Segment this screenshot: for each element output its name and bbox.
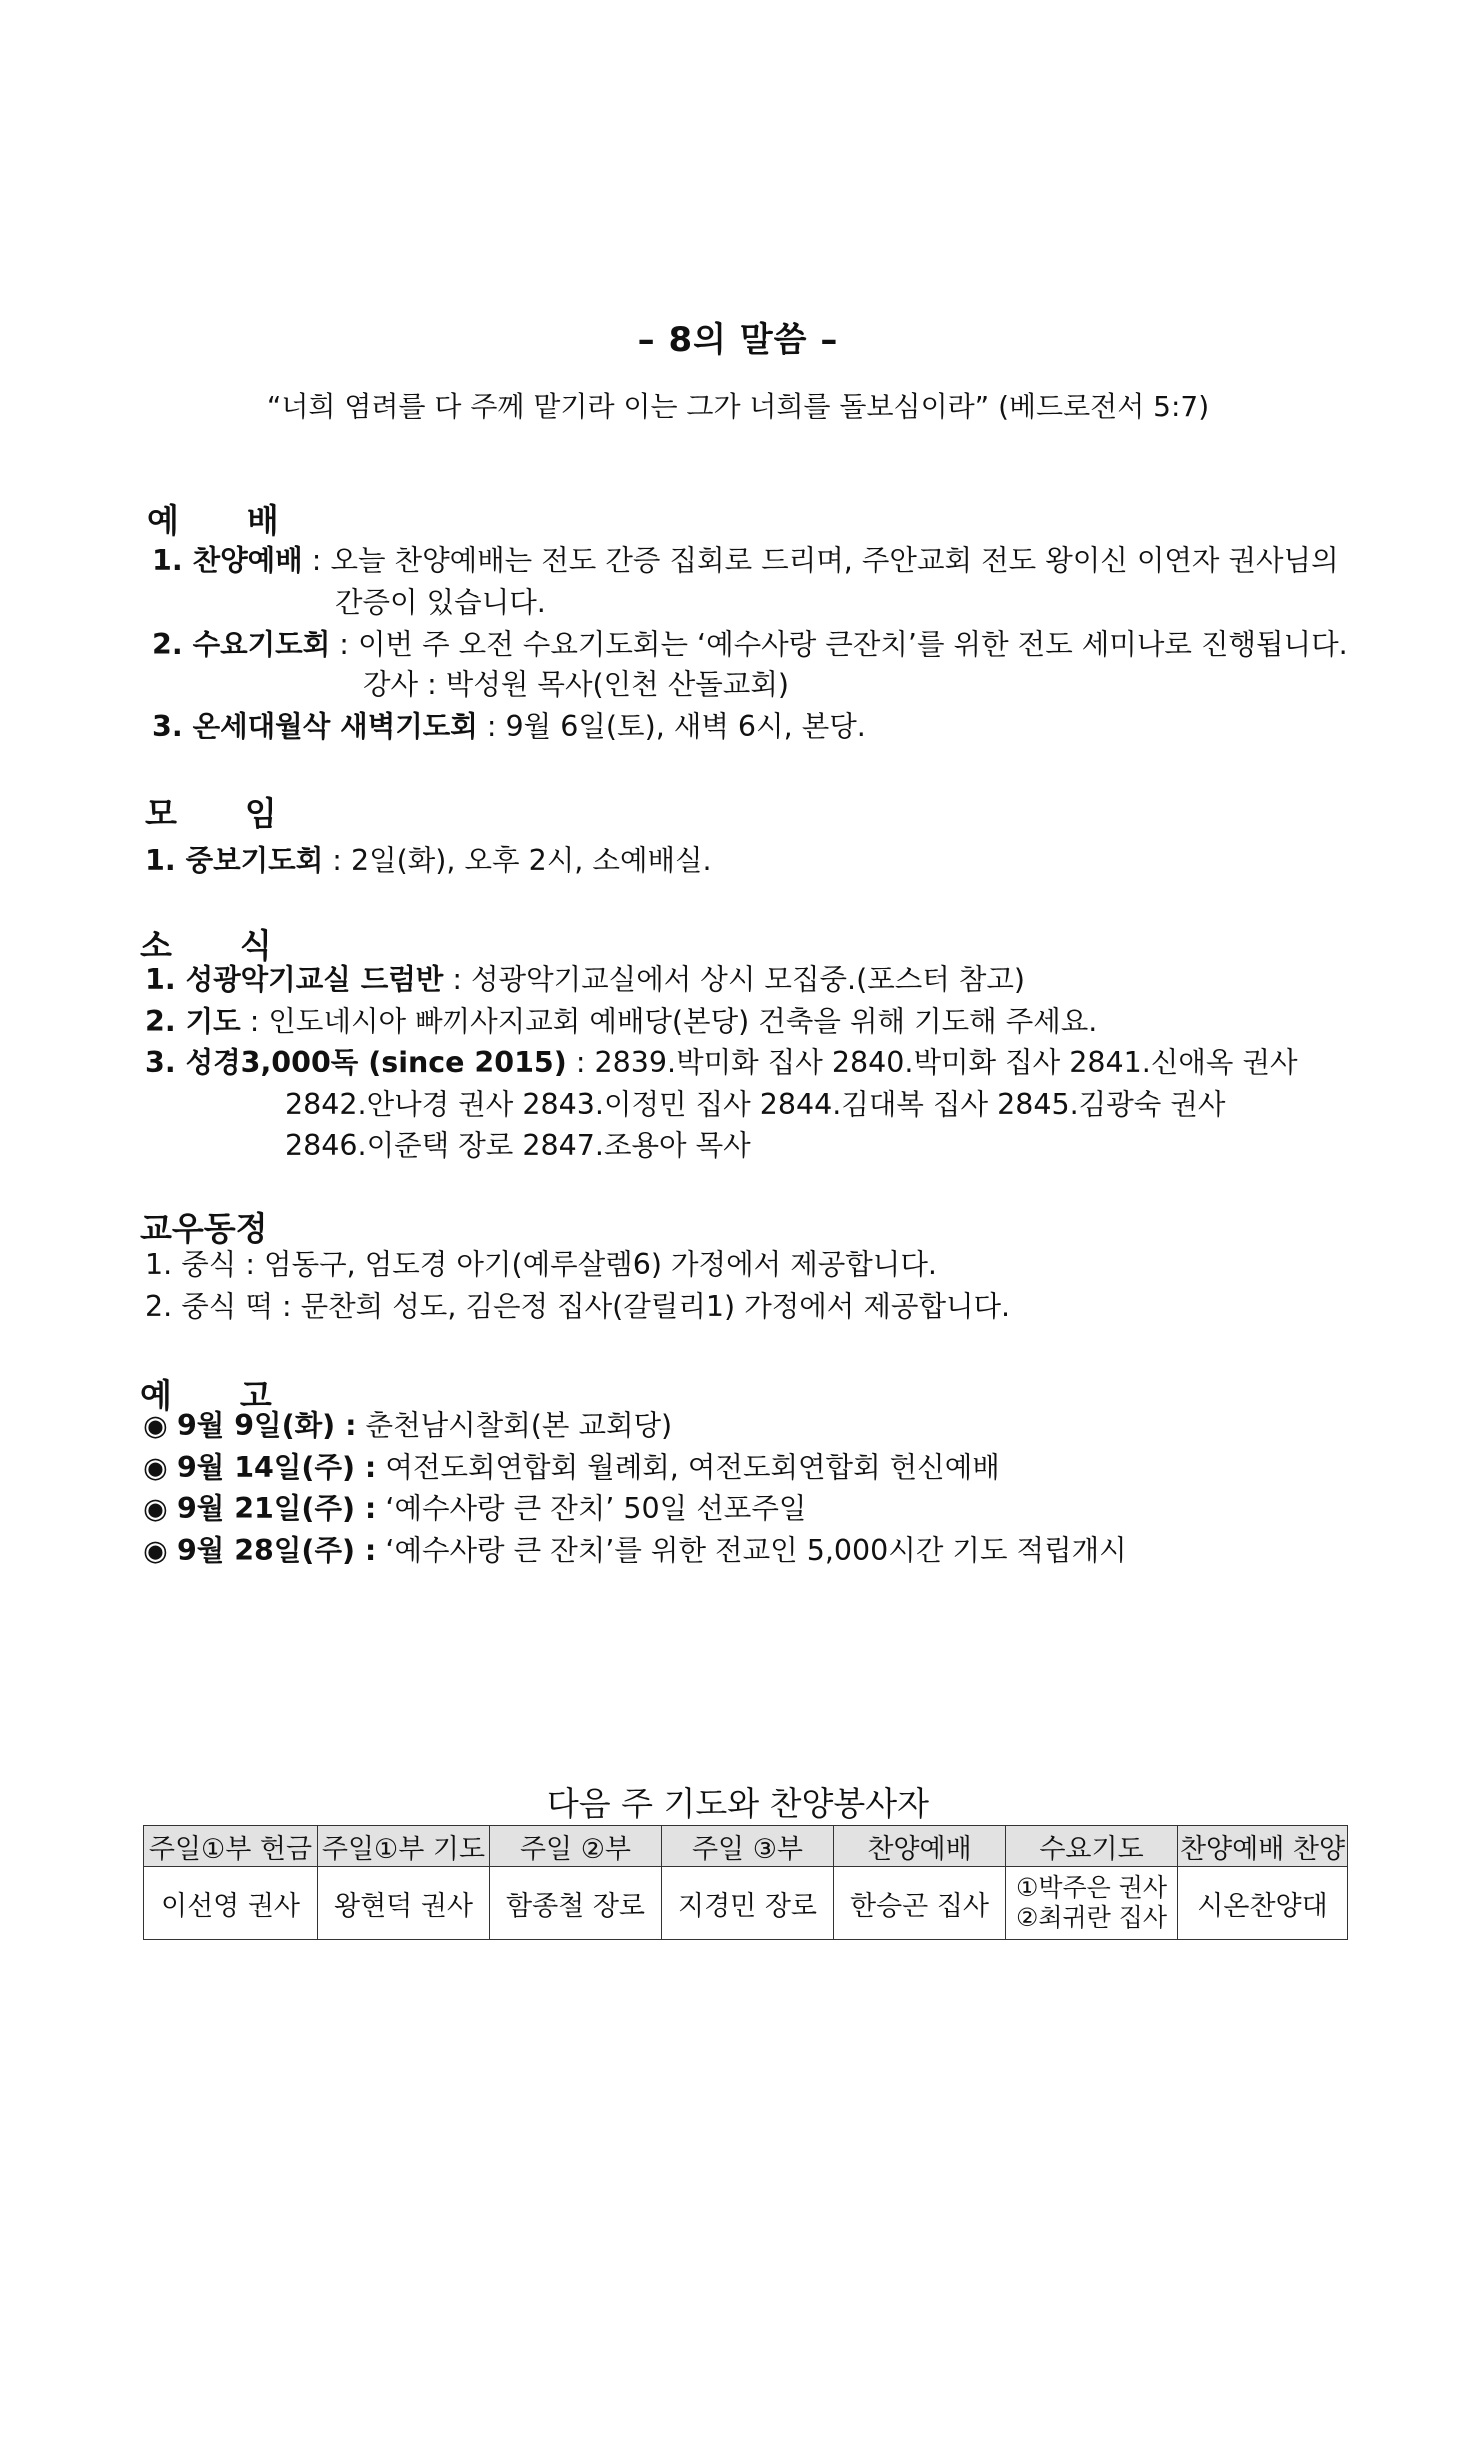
roster-cell: 함종철 장로 bbox=[490, 1867, 662, 1940]
news-item-3-cont-2: 2846.이준택 장로 2847.조용아 목사 bbox=[285, 1129, 751, 1162]
wednesday-prayer-1: ①박주은 권사 bbox=[1015, 1873, 1168, 1902]
roster-table bbox=[143, 1825, 1348, 1940]
roster-header: 주일 ②부 bbox=[490, 1826, 662, 1867]
roster-header: 찬양예배 찬양 bbox=[1178, 1826, 1348, 1867]
notice-item-4: ◉ 9월 28일(주) : ‘예수사랑 큰 잔치’를 위한 전교인 5,000시간 기도 적립개시 bbox=[143, 1534, 1127, 1567]
roster-cell-wednesday bbox=[1006, 1867, 1178, 1940]
section-meeting-title: 모 임 bbox=[145, 794, 277, 833]
fellowship-item-2: 2. 중식 떡 : 문찬희 성도, 김은정 집사(갈릴리1) 가정에서 제공합니다. bbox=[145, 1290, 1011, 1323]
notice-item-1: ◉ 9월 9일(화) : 춘천남시찰회(본 교회당) bbox=[143, 1409, 673, 1442]
roster-cell: 시온찬양대 bbox=[1178, 1867, 1348, 1940]
roster-cell: 왕현덕 권사 bbox=[318, 1867, 490, 1940]
section-notice-title: 예 고 bbox=[140, 1376, 272, 1415]
roster-cell: 이선영 권사 bbox=[144, 1867, 318, 1940]
worship-item-1: 1. 찬양예배 : 오늘 찬양예배는 전도 간증 집회로 드리며, 주안교회 전도 왕이신 이연자 권사님의 bbox=[152, 544, 1339, 577]
roster-row bbox=[144, 1867, 1348, 1940]
worship-item-2: 2. 수요기도회 : 이번 주 오전 수요기도회는 ‘예수사랑 큰잔치’를 위한 전도 세미나로 진행됩니다. bbox=[152, 628, 1348, 661]
news-item-3: 3. 성경3,000독 (since 2015) : 2839.박미화 집사 2840.박미화 집사 2841.신애옥 권사 bbox=[145, 1046, 1298, 1079]
target-bullet-icon: ◉ bbox=[143, 1409, 168, 1442]
wednesday-prayer-2: ②최귀란 집사 bbox=[1015, 1903, 1168, 1932]
section-news-title: 소 식 bbox=[140, 926, 272, 965]
news-item-2: 2. 기도 : 인도네시아 빠끼사지교회 예배당(본당) 건축을 위해 기도해 주세요. bbox=[145, 1005, 1098, 1038]
notice-item-2: ◉ 9월 14일(주) : 여전도회연합회 월례회, 여전도회연합회 헌신예배 bbox=[143, 1451, 1000, 1484]
news-item-3-cont-1: 2842.안나경 권사 2843.이정민 집사 2844.김대복 집사 2845.김광숙 권사 bbox=[285, 1088, 1226, 1121]
roster-header: 주일①부 헌금 bbox=[144, 1826, 318, 1867]
roster-header: 찬양예배 bbox=[834, 1826, 1006, 1867]
page-title: – 8의 말씀 – bbox=[637, 320, 839, 360]
target-bullet-icon: ◉ bbox=[143, 1492, 168, 1525]
roster-header: 주일①부 기도 bbox=[318, 1826, 490, 1867]
roster-title: 다음 주 기도와 찬양봉사자 bbox=[546, 1784, 930, 1823]
roster-header: 주일 ③부 bbox=[662, 1826, 834, 1867]
notice-item-3: ◉ 9월 21일(주) : ‘예수사랑 큰 잔치’ 50일 선포주일 bbox=[143, 1492, 807, 1525]
roster-cell: 지경민 장로 bbox=[662, 1867, 834, 1940]
scripture-verse: “너희 염려를 다 주께 맡기라 이는 그가 너희를 돌보심이라” (베드로전서 5:7) bbox=[266, 390, 1210, 423]
roster-header-row bbox=[144, 1826, 1348, 1867]
roster-cell: 한승곤 집사 bbox=[834, 1867, 1006, 1940]
worship-item-2-cont: 강사 : 박성원 목사(인천 산돌교회) bbox=[363, 668, 789, 701]
roster-header: 수요기도 bbox=[1006, 1826, 1178, 1867]
target-bullet-icon: ◉ bbox=[143, 1451, 168, 1484]
worship-item-1-cont: 간증이 있습니다. bbox=[335, 586, 546, 619]
section-worship-title: 예 배 bbox=[147, 501, 279, 540]
target-bullet-icon: ◉ bbox=[143, 1534, 168, 1567]
worship-item-3: 3. 온세대월삭 새벽기도회 : 9월 6일(토), 새벽 6시, 본당. bbox=[152, 710, 866, 743]
section-fellowship-title: 교우동정 bbox=[140, 1209, 268, 1248]
fellowship-item-1: 1. 중식 : 엄동구, 엄도경 아기(예루살렘6) 가정에서 제공합니다. bbox=[145, 1248, 937, 1281]
meeting-item-1: 1. 중보기도회 : 2일(화), 오후 2시, 소예배실. bbox=[145, 844, 712, 877]
news-item-1: 1. 성광악기교실 드럼반 : 성광악기교실에서 상시 모집중.(포스터 참고) bbox=[145, 963, 1026, 996]
